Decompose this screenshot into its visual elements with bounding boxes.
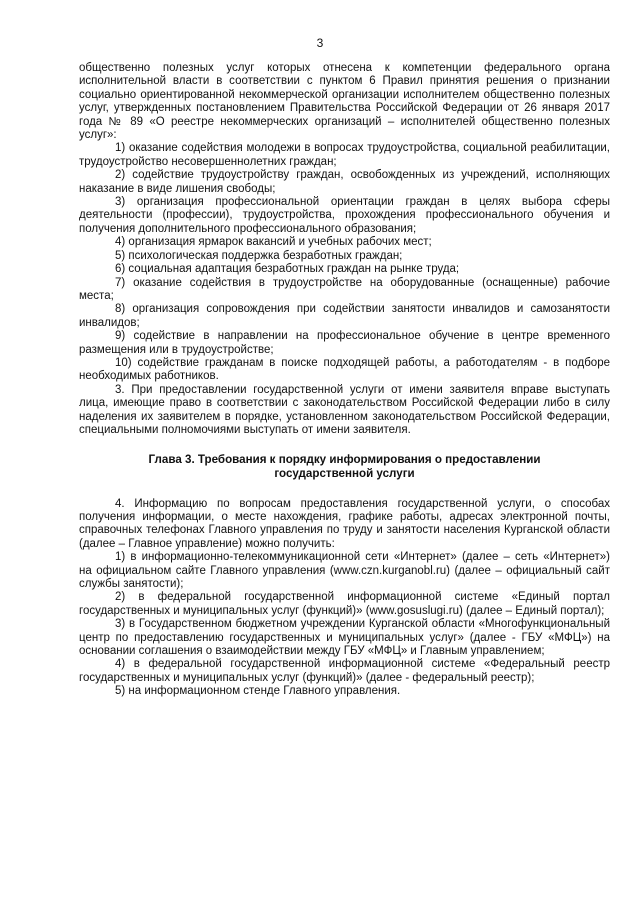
continuation-paragraph: общественно полезных услуг которых отнесена к компетенции федерального органа исполнительной власти в соответствии с пунктом 6 Правил принятия решения о признании социально ориентированной некоммерческой организации исполнителем общественно полезных услуг, утвержденных постановлением Правительства Российской Федерации от 26 января 2017 года № 89 «О реестре некоммерческих организаций – исполнителей общественно полезных услуг»: [79,62,610,142]
list-item: 6) социальная адаптация безработных граждан на рынке труда; [115,263,460,276]
chapter-heading [79,453,610,480]
list-item: 1) в информационно-телекоммуникационной сети «Интернет» (далее – сеть «Интернет») на официальном сайте Главного управления (www.czn.kurganobl.ru) (далее – официальный сайт службы занятости); [79,551,610,590]
list-item: 4) организация ярмарок вакансий и учебных рабочих мест; [115,236,432,249]
paragraph-3: 3. При предоставлении государственной услуги от имени заявителя вправе выступать лица, имеющие право в соответствии с законодательством Российской Федерации либо в силу наделения их заявителем в порядке, установленном законодательством Российской Федерации, специальными полномочиями выступать от имени заявителя. [79,383,610,436]
list-item: 2) в федеральной государственной информационной системе «Единый портал государственных и муниципальных услуг (функций)» (www.gosuslugi.ru) (далее – Единый портал); [79,591,610,617]
list-item: 7) оказание содействия в трудоустройстве на оборудованные (оснащенные) рабочие места; [79,276,610,302]
chapter-heading-line1: Глава 3. Требования к порядку информирования о предоставлении [148,453,541,467]
paragraph-4: 4. Информацию по вопросам предоставления государственной услуги, о способах получения информации, о месте нахождения, графике работы, адресах электронной почты, справочных телефонах Главного управления по труду и занятости населения Курганской области (далее – Главное управление) можно получить: [79,497,610,550]
list-item: 10) содействие гражданам в поиске подходящей работы, а работодателям - в подборе необходимых работников. [79,356,610,383]
list-item: 2) содействие трудоустройству граждан, освобожденных из учреждений, исполняющих наказание в виде лишения свободы; [79,169,610,195]
list-item: 1) оказание содействия молодежи в вопросах трудоустройства, социальной реабилитации, трудоустройство несовершеннолетних граждан; [79,142,610,168]
list-item: 3) организация профессиональной ориентации граждан в целях выбора сферы деятельности (профессии), трудоустройства, прохождения профессионального обучения и получения дополнительного профессионального образования; [79,196,610,235]
page-content [79,62,610,699]
list-item: 5) на информационном стенде Главного управления. [115,685,401,698]
page-number: 3 [316,36,324,50]
list-item: 5) психологическая поддержка безработных граждан; [115,249,403,262]
chapter-heading-line2: государственной услуги [274,466,415,480]
list-item: 3) в Государственном бюджетном учреждении Курганской области «Многофункциональный центр по предоставлению государственных и муниципальных услуг» (далее - ГБУ «МФЦ») на основании соглашения о взаимодействии между ГБУ «МФЦ» и Главным управлением; [79,618,610,658]
list-item: 9) содействие в направлении на профессиональное обучение в центре временного размещения или в трудоустройстве; [79,330,610,356]
list-item: 4) в федеральной государственной информационной системе «Федеральный реестр государственных и муниципальных услуг (функций)» (далее - федеральный реестр); [79,658,610,684]
list-item: 8) организация сопровождения при содействии занятости инвалидов и самозанятости инвалидов; [79,303,610,329]
